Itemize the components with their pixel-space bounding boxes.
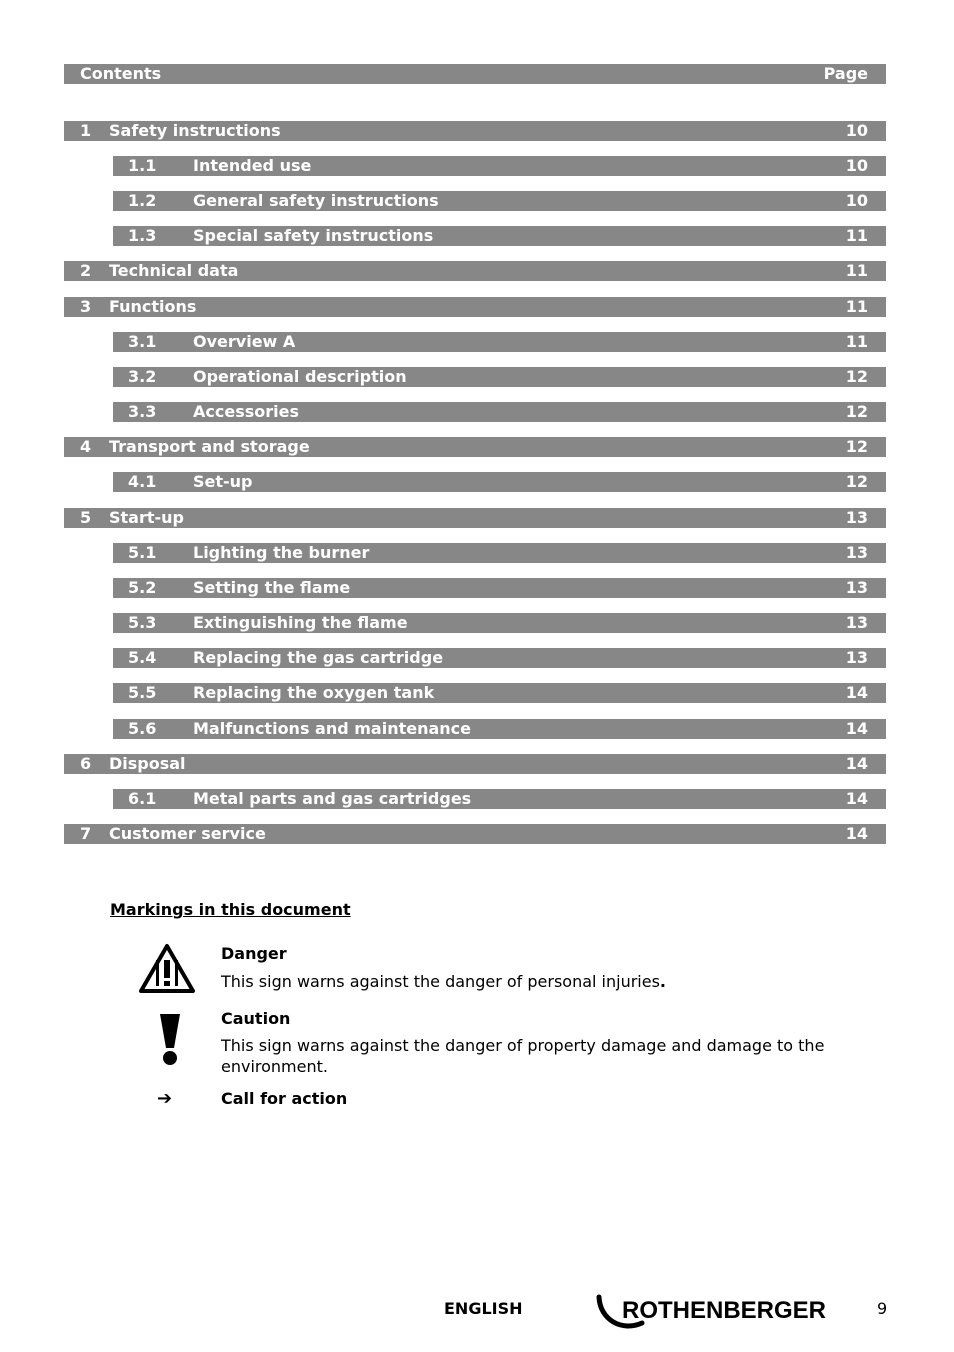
toc-header: [64, 64, 886, 84]
toc-entry-title: Technical data: [109, 261, 239, 280]
toc-entry-title: Replacing the gas cartridge: [193, 648, 444, 667]
toc-entry-title: Start-up: [109, 508, 184, 527]
toc-entry-number: 4: [80, 437, 92, 456]
toc-entry-page: 11: [845, 297, 868, 316]
toc-entry-page: 13: [845, 648, 868, 667]
toc-subentry[interactable]: [113, 613, 886, 633]
toc-entry-number: 6: [80, 754, 92, 773]
toc-subentry[interactable]: [113, 226, 886, 246]
toc-entry-page: 14: [845, 789, 868, 808]
toc-entry-page: 10: [845, 156, 868, 175]
toc-entry-title: Intended use: [193, 156, 312, 175]
toc-subentry[interactable]: [113, 191, 886, 211]
toc-entry-page: 10: [845, 191, 868, 210]
toc-entry-number: 5: [80, 508, 92, 527]
toc-entry[interactable]: [64, 508, 886, 528]
toc-entry-page: 11: [845, 261, 868, 280]
toc-entry-title: Safety instructions: [109, 121, 281, 140]
toc-entry-number: 4.1: [128, 472, 157, 491]
toc-entry-title: Metal parts and gas cartridges: [193, 789, 472, 808]
caution-description: This sign warns against the danger of property damage and damage to the environment.: [221, 1036, 825, 1076]
arrow-right-icon: ➔: [157, 1088, 173, 1109]
toc-entry-page: 12: [845, 367, 868, 386]
toc-entry-title: Transport and storage: [109, 437, 310, 456]
call-for-action-title: Call for action: [221, 1089, 348, 1108]
toc-entry-page: 13: [845, 543, 868, 562]
toc-subentry[interactable]: [113, 332, 886, 352]
toc-subentry[interactable]: [113, 648, 886, 668]
toc-subentry[interactable]: [113, 472, 886, 492]
toc-subentry[interactable]: [113, 578, 886, 598]
page-number: 9: [877, 1299, 888, 1318]
toc-entry-page: 12: [845, 437, 868, 456]
toc-entry-page: 14: [845, 719, 868, 738]
toc-entry-title: Set-up: [193, 472, 253, 491]
toc-entry-number: 1.2: [128, 191, 157, 210]
toc-entry-number: 2: [80, 261, 92, 280]
toc-entry-page: 10: [845, 121, 868, 140]
footer-language: ENGLISH: [444, 1299, 523, 1318]
toc-entry-page: 13: [845, 578, 868, 597]
toc-entry-number: 7: [80, 824, 92, 843]
toc-subentry[interactable]: [113, 156, 886, 176]
toc-entry[interactable]: [64, 297, 886, 317]
toc-entry-page: 13: [845, 613, 868, 632]
brand-wordmark: ROTHENBERGER: [622, 1297, 827, 1324]
toc-entry-title: General safety instructions: [193, 191, 439, 210]
toc-entry-number: 1.3: [128, 226, 157, 245]
toc-entry-page: 13: [845, 508, 868, 527]
toc-subentry[interactable]: [113, 367, 886, 387]
toc-subentry[interactable]: [113, 719, 886, 739]
toc-entry[interactable]: [64, 824, 886, 844]
toc-entry-number: 5.2: [128, 578, 157, 597]
danger-text: This sign warns against the danger of personal injuries: [221, 972, 660, 991]
toc-entry-title: Special safety instructions: [193, 226, 434, 245]
exclamation-icon: [158, 1012, 182, 1066]
rothenberger-logo: [596, 1294, 836, 1332]
toc-entry-title: Accessories: [193, 402, 299, 421]
markings-heading: Markings in this document: [110, 900, 351, 919]
toc-entry-title: Malfunctions and maintenance: [193, 719, 472, 738]
toc-entry-number: 3: [80, 297, 92, 316]
toc-header-title: Contents: [80, 64, 162, 83]
toc-entry-number: 3.2: [128, 367, 157, 386]
warning-triangle-icon: [138, 942, 196, 994]
toc-entry-number: 6.1: [128, 789, 157, 808]
toc-subentry[interactable]: [113, 683, 886, 703]
toc-entry-page: 11: [845, 226, 868, 245]
toc-entry-title: Operational description: [193, 367, 407, 386]
toc-subentry[interactable]: [113, 402, 886, 422]
toc-entry[interactable]: [64, 121, 886, 141]
danger-period: .: [659, 972, 666, 991]
toc-entry[interactable]: [64, 754, 886, 774]
toc-entry[interactable]: [64, 437, 886, 457]
toc-entry-number: 5.6: [128, 719, 157, 738]
toc-entry-number: 3.3: [128, 402, 157, 421]
toc-entry[interactable]: [64, 261, 886, 281]
toc-entry-page: 14: [845, 824, 868, 843]
toc-entry-number: 5.5: [128, 683, 157, 702]
toc-entry-title: Replacing the oxygen tank: [193, 683, 435, 702]
toc-entry-number: 1: [80, 121, 92, 140]
toc-header-page-label: Page: [823, 64, 868, 83]
toc-entry-title: Setting the flame: [193, 578, 351, 597]
toc-entry-number: 5.4: [128, 648, 157, 667]
toc-entry-title: Lighting the burner: [193, 543, 370, 562]
caution-title: Caution: [221, 1009, 291, 1028]
toc-entry-number: 5.1: [128, 543, 157, 562]
toc-entry-page: 12: [845, 472, 868, 491]
toc-entry-page: 14: [845, 683, 868, 702]
toc-entry-number: 3.1: [128, 332, 157, 351]
toc-subentry[interactable]: [113, 543, 886, 563]
toc-subentry[interactable]: [113, 789, 886, 809]
toc-entry-page: 12: [845, 402, 868, 421]
toc-entry-page: 11: [845, 332, 868, 351]
toc-entry-number: 5.3: [128, 613, 157, 632]
toc-entry-title: Customer service: [109, 824, 266, 843]
toc-entry-title: Disposal: [109, 754, 186, 773]
danger-title: Danger: [221, 944, 287, 963]
toc-entry-title: Overview A: [193, 332, 296, 351]
toc-entry-title: Functions: [109, 297, 197, 316]
danger-description: [221, 971, 841, 992]
toc-entry-number: 1.1: [128, 156, 157, 175]
toc-entry-page: 14: [845, 754, 868, 773]
toc-entry-title: Extinguishing the flame: [193, 613, 408, 632]
